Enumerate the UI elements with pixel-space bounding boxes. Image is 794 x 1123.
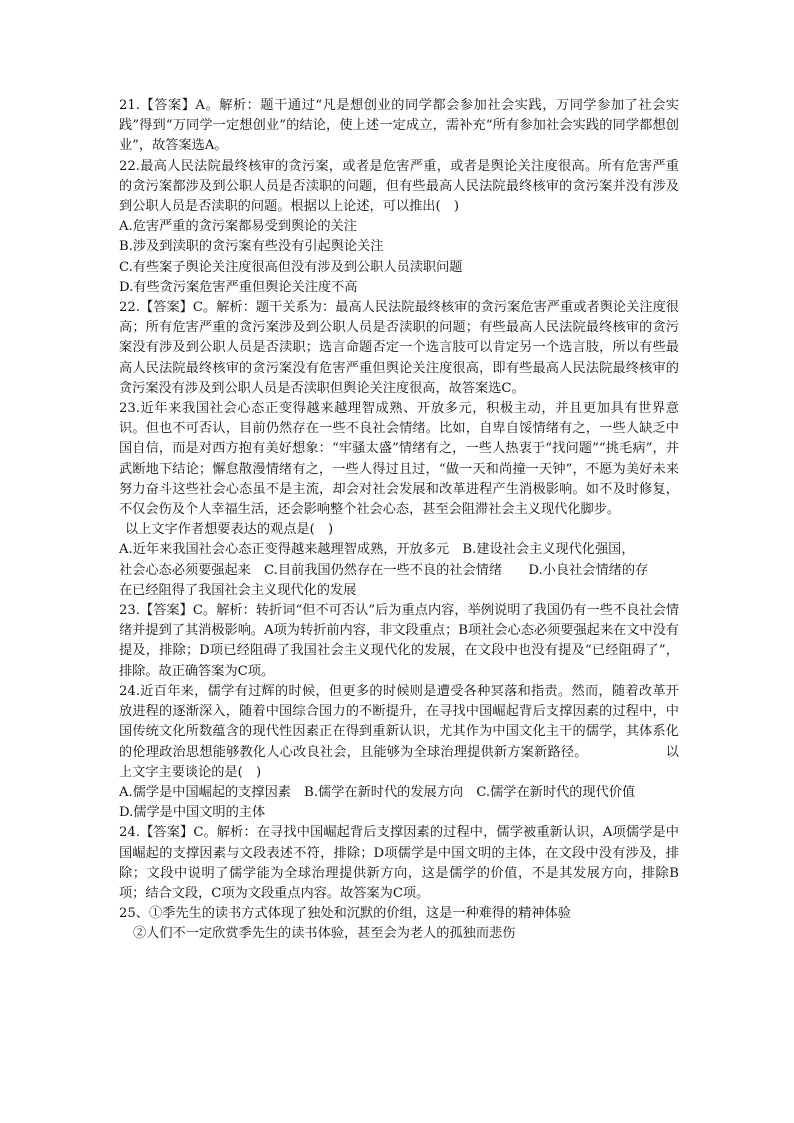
q25-line-2: ②人们不一定欣赏季先生的读书体验，甚至会为老人的孤独而悲伤 (133, 926, 516, 942)
q22-answer: 22.【答案】C。解析：题干关系为：最高人民法院最终核审的贪污案危害严重或者舆论关注度很高；所有危害严重的贪污案涉及到公职人员是否渎职的问题；有些最高人民法院最终核审的贪污案没有涉及到公职人员是否渎职；选言命题否定一个选言肢可以肯定另一个选言肢，所以有些最高人民法院最终核审的贪污案没有危害严重但舆论关注度很高，即有些最高人民法院最终核审的贪污案没有涉及到公职人员是否渎职但舆论关注度很高，故答案选C。 (119, 300, 679, 396)
q24-stem (119, 682, 679, 783)
q22-option-c: C.有些案子舆论关注度很高但没有涉及到公职人员渎职问题 (119, 259, 463, 275)
q23-answer: 23.【答案】C。解析：转折词“但不可否认”后为重点内容，举例说明了我国仍有一些不良社会情绪并提到了其消极影响。A项为转折前内容，非文段重点；B项社会心态必须要强起来在文中没有提及，排除；D项已经阻碍了我国社会主义现代化的发展，在文段中也没有提及“已经阻碍了”，排除。故正确答案为C项。 (119, 603, 679, 679)
q24-stem-text: 24.近百年来，儒学有过辉的时候，但更多的时候则是遭受各种冥落和指责。然而，随着改革开放进程的逐渐深入，随着中国综合国力的不断提升，在寻找中国崛起背后支撑因素的过程中，中国传统文化所数蕴含的现代性因素正在得到重新认识，尤其作为中国文化主干的儒学，其体系化的伦理政治思想能够教化人心改良社会，且能够为全球治理提供新方案新路径。 (119, 683, 679, 760)
q24-question: 以上文字主要谈论的是( ) (119, 744, 679, 780)
q22-option-a: A.危害严重的贪污案都易受到舆论的关注 (119, 219, 357, 235)
q23-options-line-2: 社会心态必须要强起来 C.目前我国仍然存在一些不良的社会情绪 D.小良社会情绪的存 (119, 562, 649, 578)
q24-options (119, 783, 679, 823)
q23-stem: 23.近年来我国社会心态正变得越来越理智成熟、开放多元，积极主动，并且更加具有世界意识。但也不可否认，目前仍然存在一些不良社会情绪。比如，自卑自馁情绪有之，一些人缺乏中国自信，而是对西方抱有美好想象：“牢骚太盛”情绪有之，一些人热衷于“找问题”“挑毛病”，并武断地下结论；懈怠散漫情绪有之，一些人得过且过，“做一天和尚撞一天钟”，不愿为美好未来努力奋斗这些社会心态虽不是主流，却会对社会发展和改革进程产生消极影响。如不及时修复，不仅会伤及个人幸福生活，还会影响整个社会心态，甚至会阻滞社会主义现代化脚步。 (119, 401, 679, 518)
q22-stem: 22.最高人民法院最终核审的贪污案，或者是危害严重，或者是舆论关注度很高。所有危害严重的贪污案都涉及到公职人员是否渎职的问题，但有些最高人民法院最终核审的贪污案并没有涉及到公职人员是否渎职的问题。根据以上论述，可以推出( ) (119, 158, 679, 215)
q25-line-1: 25、①季先生的读书方式体现了独处和沉默的价组，这是一种难得的精神体验 (119, 906, 571, 922)
q24-answer: 24.【答案】C。解析：在寻找中国崛起背后支撑因素的过程中，儒学被重新认识，A项儒学是中国崛起的支撑因素与文段表述不符，排除；D项儒学是中国文明的主体，在文段中没有涉及，排除；文段中说明了儒学能为全球治理提供新方向，这是儒学的价值，不是其发展方向，排除B项；结合文段，C项为文段重点内容。故答案为C项。 (119, 825, 679, 901)
q22-option-b: B.涉及到渎职的贪污案有些没有引起舆论关注 (119, 239, 384, 255)
q23-options-line-3: 在已经阻得了我国社会主义现代化的发展 (119, 582, 357, 598)
document-page (119, 96, 679, 945)
q22-options (119, 217, 679, 298)
q23-question: 以上文字作者想要表达的观点是( ) (125, 522, 334, 538)
q22-option-d: D.有些贪污案危害严重但舆论关注度不高 (119, 279, 358, 295)
q21-answer: 21.【答案】A。解析：题干通过“凡是想创业的同学都会参加社会实践，万同学参加了社会实践”得到“万同学一定想创业”的结论，使上述一定成立，需补充“所有参加社会实践的同学都想创业”，故答案选A。 (119, 98, 679, 154)
q23-options-line-1: A.近年来我国社会心态正变得越来越理智成熟，开放多元 B.建设社会主义现代化强国， (119, 542, 635, 558)
q23-options (119, 540, 679, 601)
q24-options-line-1: A.儒学是中国崛起的支撑因素 B.儒学在新时代的发展方向 C.儒学在新时代的现代价值 (119, 784, 636, 800)
q24-options-line-2: D.儒学是中国文明的主体 (119, 805, 266, 821)
